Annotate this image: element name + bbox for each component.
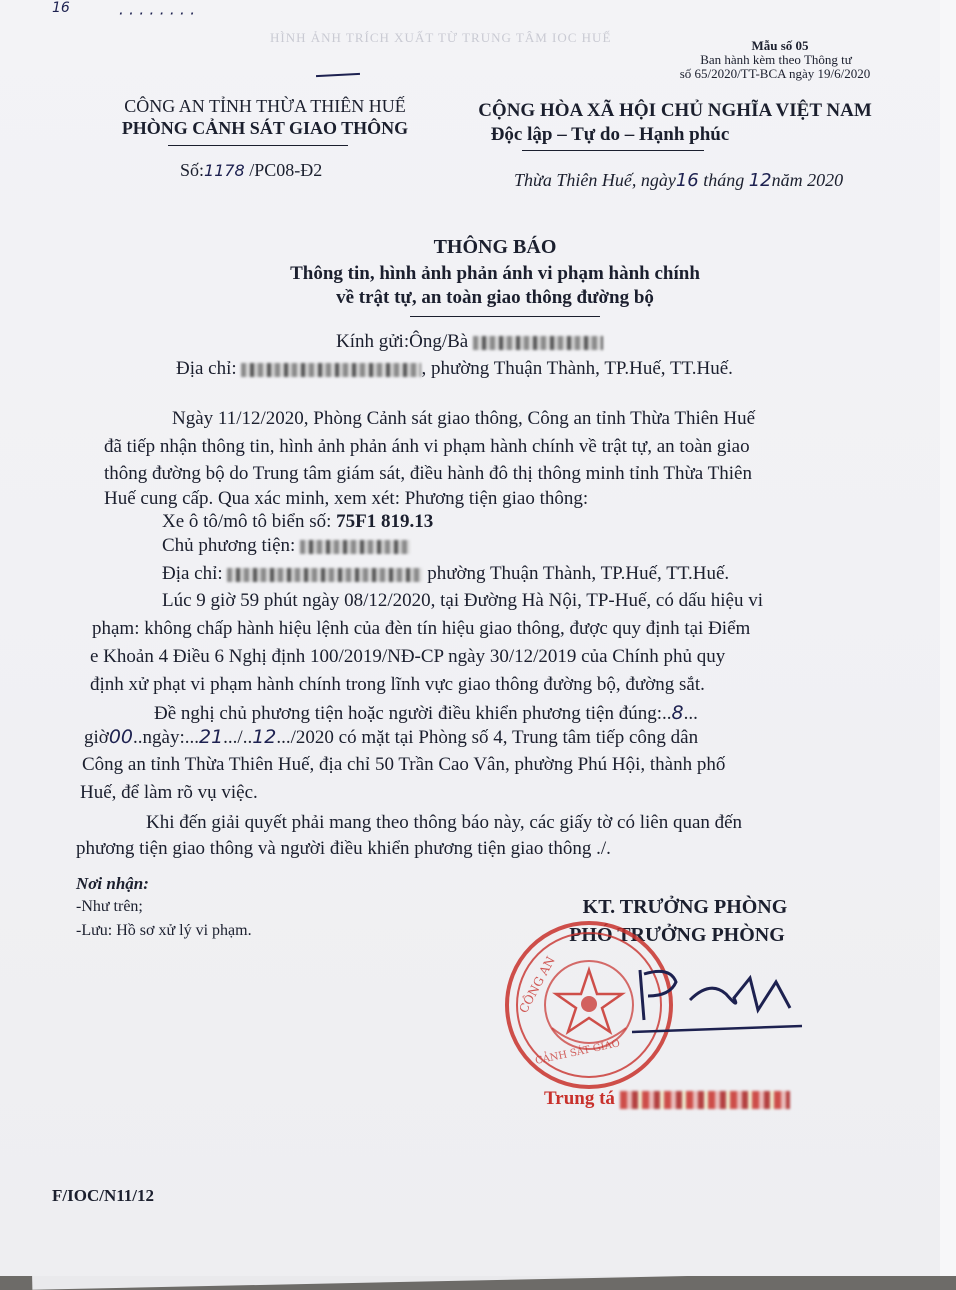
form-number: Mẫu số 05 <box>751 38 809 53</box>
redacted-signer-name <box>620 1091 790 1109</box>
owner-label: Chủ phương tiện: <box>162 535 296 556</box>
redacted-owner-address <box>227 568 422 582</box>
redacted-owner-name <box>300 540 410 554</box>
recipients-item1: -Như trên; <box>76 898 143 915</box>
nation-underline <box>522 150 704 151</box>
appointment-hour: 8 <box>671 702 684 724</box>
date-day: 16 <box>675 170 699 191</box>
footer-code: F/IOC/N11/12 <box>52 1186 155 1205</box>
hour-label: giờ <box>84 727 109 748</box>
date-prefix: Thừa Thiên Huế, ngày <box>514 170 676 190</box>
number-suffix: /PC08-Đ2 <box>249 160 323 180</box>
body-p2-line2: phạm: không chấp hành hiệu lệnh của đèn tín hiệu giao thông, được quy định tại Điểm <box>92 618 751 639</box>
date-year: năm 2020 <box>771 170 844 190</box>
signer-line <box>544 1088 790 1110</box>
appointment-minute: 00 <box>108 726 134 748</box>
body-p4-line2: phương tiện giao thông và người điều khiển phương tiện giao thông ./. <box>76 838 611 859</box>
notice-subtitle2: về trật tự, an toàn giao thông đường bộ <box>336 287 654 308</box>
plate-label: Xe ô tô/mô tô biển số: <box>162 511 332 532</box>
body-p1-line2: đã tiếp nhận thông tin, hình ảnh phản ánh vi phạm hành chính về trật tự, an toàn giao <box>104 436 750 457</box>
body-p3-text: Đề nghị chủ phương tiện hoặc người điều khiển phương tiện đúng: <box>154 703 662 724</box>
nation-line2: Độc lập – Tự do – Hạnh phúc <box>490 124 730 145</box>
document-number <box>180 160 322 181</box>
signer-rank: Trung tá <box>544 1088 615 1109</box>
owner-line <box>162 535 410 557</box>
body-p3-line2: giờ00..ngày:...21.../..12.../2020 có mặt tại Phòng số 4, Trung tâm tiếp công dân <box>84 726 699 748</box>
recipient-address-label: Địa chỉ: <box>176 358 237 379</box>
recipient-line <box>336 331 603 353</box>
body-p1-line1: Ngày 11/12/2020, Phòng Cảnh sát giao thông, Công an tỉnh Thừa Thiên Huế <box>172 408 756 429</box>
body-p2-line3: e Khoản 4 Điều 6 Nghị định 100/2019/NĐ-CP ngày 30/12/2019 của Chính phủ quy <box>90 646 726 667</box>
recipient-label: Kính gửi:Ông/Bà <box>336 331 469 352</box>
number-handwritten: 1178 <box>204 161 245 180</box>
handwritten-signature <box>630 960 810 1040</box>
title-underline <box>410 316 600 317</box>
notice-subtitle1: Thông tin, hình ảnh phản ánh vi phạm hành chính <box>290 263 700 284</box>
body-p2-line4: định xử phạt vi phạm hành chính trong lĩnh vực giao thông đường bộ, đường sắt. <box>90 674 705 695</box>
recipients-item2: -Lưu: Hồ sơ xử lý vi phạm. <box>76 922 252 939</box>
number-label: Số: <box>180 160 205 180</box>
day-label: ngày: <box>142 727 185 748</box>
agency-underline <box>168 145 348 146</box>
pen-stroke <box>316 73 360 77</box>
owner-address-line <box>162 563 729 585</box>
body-p2-line1: Lúc 9 giờ 59 phút ngày 08/12/2020, tại Đường Hà Nội, TP-Huế, có dấu hiệu vi <box>162 590 764 611</box>
corner-note: 16 <box>52 0 70 16</box>
plate-line <box>162 511 433 533</box>
owner-address-label: Địa chỉ: <box>162 563 223 584</box>
redacted-recipient-address <box>241 363 421 377</box>
form-issued-line1: Ban hành kèm theo Thông tư <box>700 52 852 67</box>
form-issued-line2: số 65/2020/TT-BCA ngày 19/6/2020 <box>679 66 871 81</box>
appointment-month: 12 <box>252 726 277 748</box>
body-p3-line2-tail: /2020 có mặt tại Phòng số 4, Trung tâm tiếp công dân <box>290 727 699 748</box>
faint-bleed-header: HÌNH ẢNH TRÍCH XUẤT TỪ TRUNG TÂM IOC HUẾ <box>270 30 612 45</box>
agency-line2: PHÒNG CẢNH SÁT GIAO THÔNG <box>121 118 409 138</box>
notice-title: THÔNG BÁO <box>433 236 557 258</box>
corner-dots: · · · · · · · · <box>118 4 195 23</box>
plate-value: 75F1 819.13 <box>336 511 434 532</box>
signature-title1: KT. TRƯỞNG PHÒNG <box>582 896 788 918</box>
appointment-day: 21 <box>198 726 224 748</box>
body-p3-line1: Đề nghị chủ phương tiện hoặc người điều khiển phương tiện đúng:..8... <box>154 702 698 724</box>
nation-line1: CỘNG HÒA XÃ HỘI CHỦ NGHĨA VIỆT NAM <box>478 100 872 121</box>
date-month-label: tháng <box>703 170 745 190</box>
recipient-address-tail: , phường Thuận Thành, TP.Huế, TT.Huế. <box>421 358 733 379</box>
signature-title2: PHÓ TRƯỞNG PHÒNG <box>569 924 785 946</box>
date-line <box>514 170 843 191</box>
body-p3-line4: Huế, để làm rõ vụ việc. <box>80 782 258 803</box>
date-month: 12 <box>748 170 772 191</box>
owner-address-tail: phường Thuận Thành, TP.Huế, TT.Huế. <box>427 563 730 584</box>
body-p1-line3: thông đường bộ do Trung tâm giám sát, điều hành đô thị thông minh tỉnh Thừa Thiên <box>104 463 752 484</box>
svg-text:CÔNG AN: CÔNG AN <box>516 954 558 1016</box>
redacted-recipient-name <box>473 336 603 350</box>
recipients-title: Nơi nhận: <box>76 874 149 893</box>
svg-text:CẢNH SÁT GIAO: CẢNH SÁT GIAO <box>534 1038 622 1067</box>
agency-line1: CÔNG AN TỈNH THỪA THIÊN HUẾ <box>124 96 406 116</box>
recipient-address-line <box>176 358 733 380</box>
body-p4-line1: Khi đến giải quyết phải mang theo thông báo này, các giấy tờ có liên quan đến <box>146 812 743 833</box>
body-p1-line4: Huế cung cấp. Qua xác minh, xem xét: Phương tiện giao thông: <box>104 488 589 509</box>
next-page-edge <box>940 0 956 1276</box>
body-p3-line3: Công an tỉnh Thừa Thiên Huế, địa chỉ 50 Trần Cao Vân, phường Phú Hội, thành phố <box>82 754 726 775</box>
